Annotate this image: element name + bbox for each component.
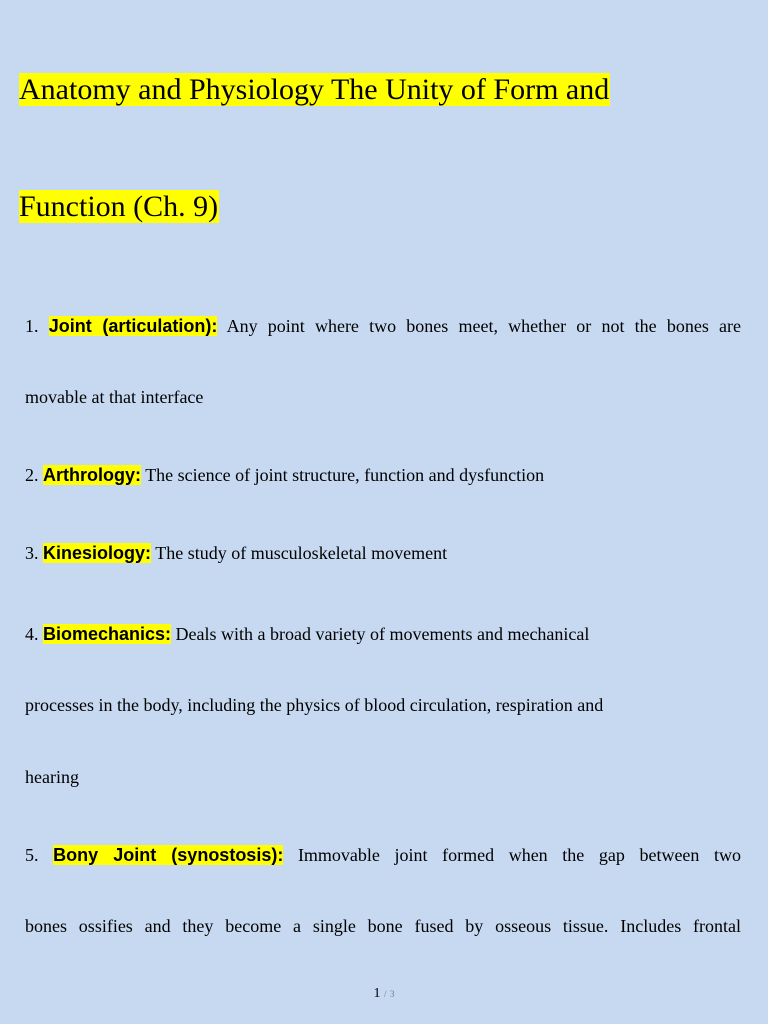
entry-5-text-2: bones ossifies and they become a single bone fused by osseous tissue. Includes frontal (25, 916, 741, 936)
entry-2-term: Arthrology: (43, 465, 141, 485)
page-current: 1 (373, 986, 381, 1001)
entry-3-number: 3. (25, 543, 39, 563)
entry-5-term: Bony Joint (synostosis): (53, 845, 284, 865)
entry-5-line-2 (25, 914, 741, 938)
page-separator: / (383, 989, 387, 999)
entry-2-text-1: The science of joint structure, function and dysfunction (145, 465, 545, 485)
entry-5-line-1 (25, 843, 741, 867)
page-indicator (0, 985, 768, 1003)
entry-2-number: 2. (25, 465, 39, 485)
entry-4-text-1: Deals with a broad variety of movements and mechanical (175, 624, 590, 644)
entry-3-line-1 (25, 541, 741, 565)
page-title-text-1: Anatomy and Physiology The Unity of Form and (19, 73, 610, 106)
entry-2-line-1 (25, 463, 741, 487)
page-title-line-1 (19, 70, 610, 110)
entry-1-term: Joint (articulation): (48, 316, 218, 336)
entry-4-text-2: processes in the body, including the physics of blood circulation, respiration and (25, 695, 604, 715)
entry-3-text-1: The study of musculoskeletal movement (155, 543, 448, 563)
entry-5-number: 5. (25, 845, 39, 865)
entry-5-text-1: Immovable joint formed when the gap between two (297, 845, 742, 865)
entry-4-number: 4. (25, 624, 39, 644)
page-title-text-2: Function (Ch. 9) (19, 190, 219, 223)
page-title-line-2 (19, 187, 219, 227)
entry-4-term: Biomechanics: (43, 624, 172, 644)
entry-4-line-2 (25, 693, 741, 717)
entry-1-line-2 (25, 385, 741, 409)
page-total: 3 (390, 989, 395, 999)
entry-1-text-1: Any point where two bones meet, whether or not the bones are (226, 316, 742, 336)
entry-4-line-3 (25, 765, 741, 789)
entry-4-line-1 (25, 622, 741, 646)
entry-4-text-3: hearing (25, 767, 79, 787)
entry-3-term: Kinesiology: (43, 543, 152, 563)
entry-1-line-1 (25, 314, 741, 338)
entry-1-number: 1. (25, 316, 39, 336)
entry-1-text-2: movable at that interface (25, 387, 204, 407)
